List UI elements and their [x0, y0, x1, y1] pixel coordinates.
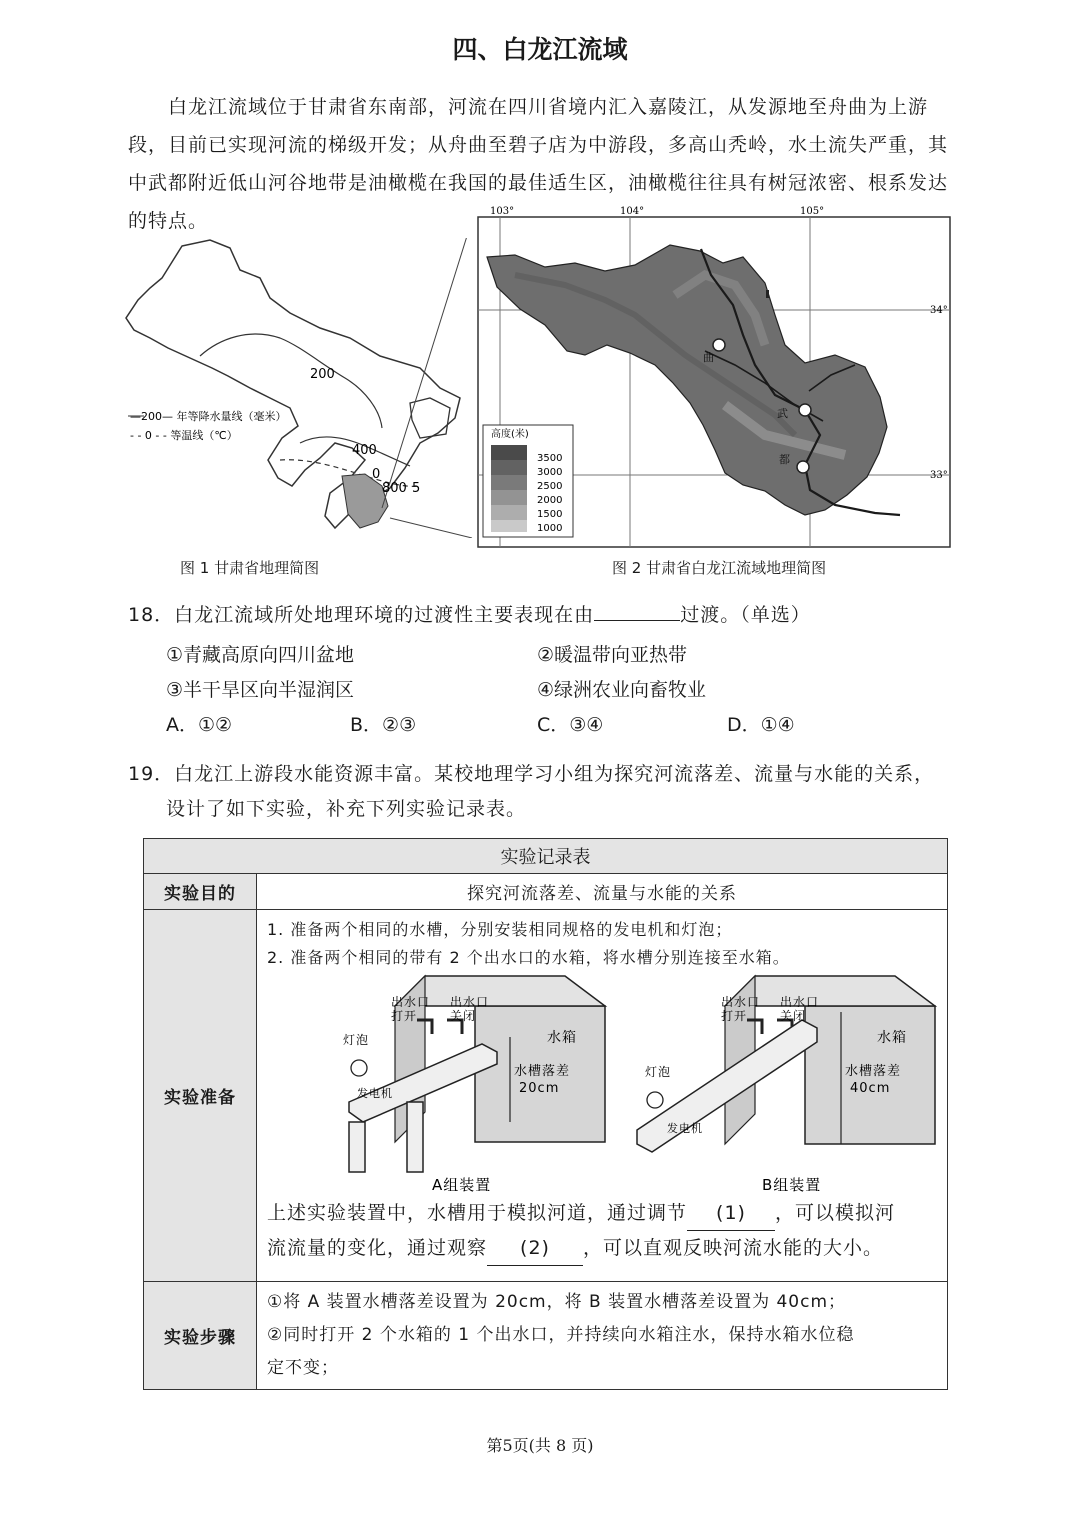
q18-choice-b[interactable]: B．②③ — [350, 714, 417, 736]
a-drop-label: 水槽落差 — [514, 1064, 571, 1079]
isotherm-label-5: 5 — [412, 481, 421, 496]
blank-2[interactable]: (2) — [487, 1231, 583, 1266]
b-open-label: 打开 — [721, 1009, 748, 1023]
isotherm-label-0: 0 — [372, 467, 381, 482]
b-drop-label: 水槽落差 — [845, 1064, 902, 1079]
b-generator-label: 发电机 — [667, 1122, 703, 1135]
isohyet-label-200: 200 — [310, 367, 335, 382]
prep-label: 实验准备 — [144, 910, 257, 1282]
q18-item-3: ③半干旱区向半湿润区 — [166, 679, 355, 701]
isohyet-label-800: 800 — [382, 481, 407, 496]
steps-label: 实验步骤 — [144, 1282, 257, 1390]
elevation-legend-title: 高度(米) — [491, 429, 529, 440]
a-drop-value: 20cm — [519, 1081, 560, 1096]
b-drop-value: 40cm — [850, 1081, 891, 1096]
figure2-bailong-map — [475, 205, 955, 550]
experiment-record-table — [143, 838, 948, 1390]
a-outlet-label-1: 出水口 — [391, 995, 431, 1009]
a-bulb-icon — [351, 1060, 367, 1076]
purpose-text: 探究河流落差、流量与水能的关系 — [257, 874, 948, 910]
apparatus-diagram — [257, 972, 937, 1192]
b-outlet-label-1: 出水口 — [721, 995, 761, 1009]
figure1-gansu-map — [120, 238, 475, 538]
fill-text-2: ，可以模拟河 — [775, 1202, 896, 1224]
latitude-34: 34° — [930, 305, 948, 316]
step-1: ①将 A 装置水槽落差设置为 20cm，将 B 装置水槽落差设置为 40cm； — [267, 1292, 847, 1312]
step-2a: ②同时打开 2 个水箱的 1 个出水口，并持续向水箱注水，保持水箱水位稳 — [267, 1325, 855, 1345]
blank-1[interactable]: (1) — [687, 1196, 775, 1231]
legend-swatch-3500 — [491, 445, 527, 460]
page-footer: 第5页(共 8 页) — [486, 1436, 594, 1455]
b-closed-label: 关闭 — [780, 1009, 807, 1023]
town-south — [797, 461, 809, 473]
legend-swatch-1000 — [491, 520, 527, 532]
a-bulb-label: 灯泡 — [343, 1033, 370, 1047]
legend-value-1500: 1500 — [537, 509, 563, 520]
figure1-legend-isohyet: —200— 年等降水量线（毫米） — [130, 410, 287, 423]
q18-item-2: ②暖温带向亚热带 — [537, 644, 688, 666]
q18-answer-blank[interactable] — [594, 600, 680, 621]
place-label-qu: 曲 — [703, 351, 714, 364]
prep-cell — [257, 910, 948, 1282]
longitude-105: 105° — [800, 206, 825, 217]
place-label-wu: 武 — [777, 407, 788, 420]
q18-choice-a[interactable]: A．①② — [166, 714, 233, 736]
a-closed-label: 关闭 — [450, 1009, 477, 1023]
longitude-103: 103° — [490, 206, 515, 217]
step-2b: 定不变； — [267, 1358, 339, 1378]
intro-paragraph: 白龙江流域位于甘肃省东南部，河流在四川省境内汇入嘉陵江，从发源地至舟曲为上游段，目前已实现河流的梯级开发；从舟曲至碧子店为中游段，多高山秃岭，水土流失严重，其中武都附近低山河谷地带是油橄榄在我国的最佳适生区，油橄榄往往具有树冠浓密、根系发达的特点。 — [128, 96, 949, 232]
figure1-caption: 图 1 甘肃省地理简图 — [180, 559, 320, 577]
q18-choice-c[interactable]: C．③④ — [537, 714, 604, 736]
legend-value-2500: 2500 — [537, 481, 563, 492]
legend-value-1000: 1000 — [537, 523, 563, 534]
a-tank-label: 水箱 — [547, 1030, 577, 1046]
b-outlet-label-2: 出水口 — [780, 995, 820, 1009]
legend-swatch-2500 — [491, 475, 527, 490]
prep-step-2: 2. 准备两个相同的带有 2 个出水口的水箱，将水槽分别连接至水箱。 — [267, 948, 790, 967]
q18-item-4: ④绿洲农业向畜牧业 — [537, 679, 707, 701]
legend-value-3000: 3000 — [537, 467, 563, 478]
q19-line2: 设计了如下实验，补充下列实验记录表。 — [166, 798, 527, 820]
b-bulb-label: 灯泡 — [645, 1065, 672, 1079]
fill-text-3: 流流量的变化，通过观察 — [267, 1237, 488, 1259]
q18-stem — [128, 598, 811, 633]
device-b — [637, 976, 935, 1192]
place-label-du: 都 — [779, 453, 790, 466]
prep-step-1: 1. 准备两个相同的水槽，分别安装相同规格的发电机和灯泡； — [267, 920, 733, 939]
a-outlet-label-2: 出水口 — [450, 995, 490, 1009]
section-title: 四、白龙江流域 — [452, 35, 628, 64]
latitude-33: 33° — [930, 470, 948, 481]
gansu-outline — [126, 240, 460, 528]
b-bulb-icon — [647, 1092, 663, 1108]
fill-text-4: ，可以直观反映河流水能的大小。 — [583, 1237, 884, 1259]
q18-stem-pre: 18．白龙江流域所处地理环境的过渡性主要表现在由 — [128, 604, 595, 626]
table-title: 实验记录表 — [144, 839, 948, 874]
q19-line1: 19．白龙江上游段水能资源丰富。某校地理学习小组为探究河流落差、流量与水能的关系， — [128, 763, 935, 785]
q18-item-1: ①青藏高原向四川盆地 — [166, 644, 355, 666]
purpose-label: 实验目的 — [144, 874, 257, 910]
fill-text-1: 上述实验装置中，水槽用于模拟河道，通过调节 — [267, 1202, 688, 1224]
legend-value-2000: 2000 — [537, 495, 563, 506]
legend-value-3500: 3500 — [537, 453, 563, 464]
b-device-name: B组装置 — [762, 1176, 822, 1192]
a-generator-label: 发电机 — [357, 1087, 393, 1100]
figure2-caption: 图 2 甘肃省白龙江流域地理简图 — [612, 559, 827, 577]
town-wudu — [799, 404, 811, 416]
legend-swatch-1500 — [491, 505, 527, 520]
a-device-name: A组装置 — [432, 1176, 492, 1192]
isohyet-label-400: 400 — [352, 443, 377, 458]
longitude-104: 104° — [620, 206, 645, 217]
legend-swatch-2000 — [491, 490, 527, 505]
steps-cell — [257, 1282, 948, 1390]
b-tank-label: 水箱 — [877, 1030, 907, 1046]
a-open-label: 打开 — [391, 1009, 418, 1023]
q18-choice-d[interactable]: D．①④ — [727, 714, 795, 736]
device-a — [343, 976, 605, 1192]
legend-swatch-3000 — [491, 460, 527, 475]
elevation-legend — [483, 425, 573, 537]
q18-stem-post: 过渡。（单选） — [680, 604, 811, 626]
town-zhouqu — [713, 339, 725, 351]
figure1-legend-isotherm: - - 0 - - 等温线（℃） — [130, 429, 238, 442]
